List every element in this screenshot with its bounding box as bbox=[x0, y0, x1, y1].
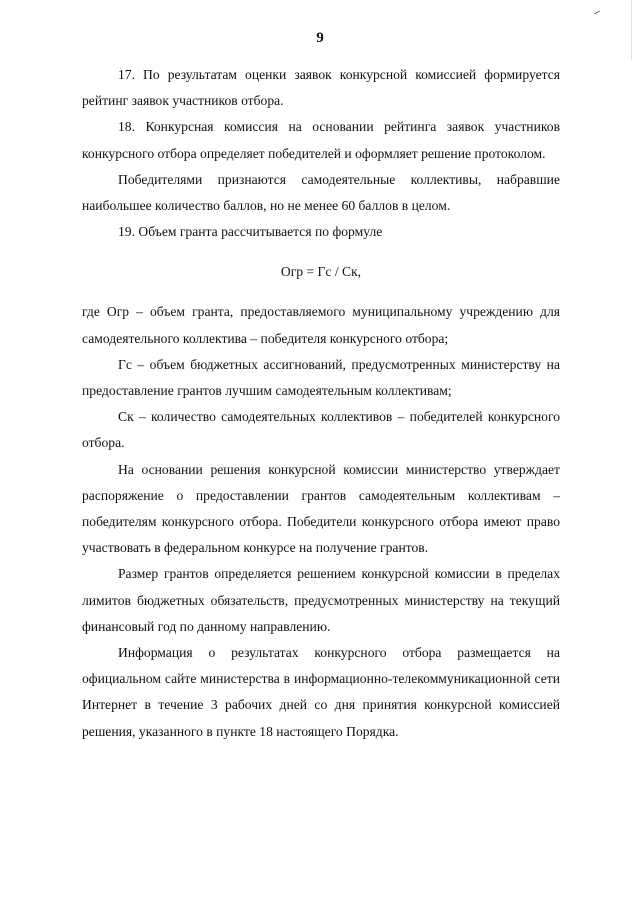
paragraph-19: 19. Объем гранта рассчитывается по формуле bbox=[118, 224, 383, 240]
scan-mark bbox=[594, 11, 600, 15]
page-number: 9 bbox=[316, 30, 324, 46]
paragraph-18: 18. Конкурсная комиссия на основании рейтинга заявок участников конкурсного отбора определяет победителей и оформляет решение протоколом. bbox=[82, 119, 560, 161]
document-body bbox=[82, 62, 560, 745]
paragraph-grant-size: Размер грантов определяется решением конкурсной комиссии в пределах лимитов бюджетных обязательств, предусмотренных министерству на текущий финансовый год по данному направлению. bbox=[82, 566, 560, 634]
definition-sk: Ск – количество самодеятельных коллективов – победителей конкурсного отбора. bbox=[82, 409, 560, 451]
paragraph-publication: Информация о результатах конкурсного отбора размещается на официальном сайте министерства в информационно-телекоммуникационной сети Интернет в течение 3 рабочих дней со дня принятия конкурсной комиссией решения, указанного в пункте 18 настоящего Порядка. bbox=[82, 645, 560, 739]
paragraph-decision: На основании решения конкурсной комиссии министерство утверждает распоряжение о предоставлении грантов самодеятельным коллективам – победителям конкурсного отбора. Победители конкурсного отбора имеют право участвовать в федеральном конкурсе на получение грантов. bbox=[82, 461, 560, 556]
definition-gs: Гс – объем бюджетных ассигнований, предусмотренных министерству на предоставление грантов лучшим самодеятельным коллективам; bbox=[82, 356, 560, 399]
paragraph-17: 17. По результатам оценки заявок конкурсной комиссией формируется рейтинг заявок участников отбора. bbox=[82, 67, 560, 109]
grant-formula: Огр = Гс / Ск, bbox=[280, 264, 362, 280]
paragraph-winners: Победителями признаются самодеятельные коллективы, набравшие наибольшее количество баллов, но не менее 60 баллов в целом. bbox=[82, 171, 560, 214]
definition-ogr: где Огр – объем гранта, предоставляемого муниципальному учреждению для самодеятельного коллектива – победителя конкурсного отбора; bbox=[82, 304, 560, 346]
